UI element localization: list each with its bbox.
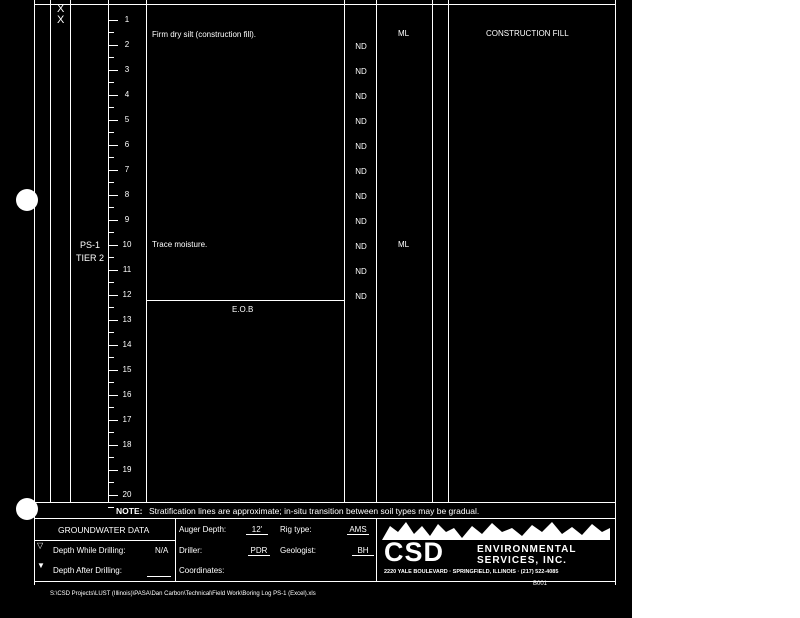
pid-reading: ND — [355, 92, 367, 101]
depth-label: 11 — [122, 265, 132, 274]
pid-reading: ND — [355, 142, 367, 151]
depth-tick — [108, 245, 118, 246]
note-bottom-line — [34, 518, 616, 519]
depth-tick — [108, 395, 118, 396]
pid-reading: ND — [355, 217, 367, 226]
depth-label: 6 — [124, 140, 130, 149]
depth-minor-tick — [108, 107, 114, 108]
pid-reading: ND — [355, 67, 367, 76]
depth-minor-tick — [108, 332, 114, 333]
note-label: NOTE: — [116, 506, 143, 516]
depth-label: 14 — [122, 340, 132, 349]
depth-minor-tick — [108, 57, 114, 58]
depth-label: 19 — [122, 465, 132, 474]
pid-reading: ND — [355, 192, 367, 201]
depth-minor-tick — [108, 157, 114, 158]
depth-label: 10 — [122, 240, 132, 249]
depth-label: 18 — [122, 440, 132, 449]
water-level-icon: ▽ — [37, 541, 44, 550]
driller-label: Driller: — [179, 546, 203, 555]
depth-label: 20 — [122, 490, 132, 499]
depth-label: 5 — [124, 115, 130, 124]
sample-tier: TIER 2 — [76, 253, 105, 263]
depth-tick — [108, 420, 118, 421]
sample-x-mark: X — [57, 14, 65, 26]
remarks-text: CONSTRUCTION FILL — [486, 29, 569, 38]
depth-label: 16 — [122, 390, 132, 399]
sample-x-mark: X — [57, 3, 65, 15]
uscs-class: ML — [398, 29, 410, 38]
logo-line2: SERVICES, INC. — [477, 555, 567, 566]
depth-label: 9 — [124, 215, 130, 224]
column-divider — [50, 0, 51, 502]
pid-reading: ND — [355, 267, 367, 276]
logo-line1: ENVIRONMENTAL — [477, 544, 577, 555]
depth-tick — [108, 495, 118, 496]
geologist-label: Geologist: — [280, 546, 317, 555]
left-border-line — [34, 0, 35, 585]
depth-minor-tick — [108, 257, 114, 258]
depth-tick — [108, 270, 118, 271]
column-divider — [448, 0, 449, 502]
rig-type-label: Rig type: — [280, 525, 312, 534]
logo-big-text: CSD — [384, 537, 445, 567]
soil-description: Trace moisture. — [152, 240, 208, 249]
depth-label: 15 — [122, 365, 132, 374]
depth-tick — [108, 45, 118, 46]
depth-label: 3 — [124, 65, 130, 74]
depth-tick — [108, 470, 118, 471]
auger-depth-label: Auger Depth: — [179, 525, 227, 534]
depth-label: 8 — [124, 190, 130, 199]
coordinates-label: Coordinates: — [179, 566, 225, 575]
column-divider — [70, 0, 71, 502]
depth-minor-tick — [108, 482, 114, 483]
end-of-boring-line — [147, 300, 344, 301]
depth-while-drilling-value: N/A — [155, 546, 169, 555]
column-divider — [376, 0, 377, 502]
pid-reading: ND — [355, 167, 367, 176]
depth-minor-tick — [108, 382, 114, 383]
rig-type-value — [347, 525, 369, 535]
note-text: Stratification lines are approximate; in-situ transition between soil types may be gradual. — [149, 506, 480, 516]
depth-minor-tick — [108, 207, 114, 208]
pid-reading: ND — [355, 42, 367, 51]
depth-tick — [108, 295, 118, 296]
depth-tick — [108, 345, 118, 346]
logo-address: 2220 YALE BOULEVARD · SPRINGFIELD, ILLINOIS · (217) 522-4085 — [384, 569, 559, 575]
auger-depth-value-text: 12' — [246, 525, 268, 535]
depth-tick — [108, 320, 118, 321]
page-stamp: B001 — [533, 581, 548, 587]
column-divider — [344, 0, 345, 502]
file-path: S:\CSD Projects\LUST (Illinois)\PASA\Dan Carbon\Technical\Field Work\Boring Log PS-1 (Excel).xls — [50, 591, 316, 597]
depth-minor-tick — [108, 407, 114, 408]
rig-type-value-text: AMS — [347, 525, 369, 535]
column-divider — [432, 0, 433, 502]
depth-tick — [108, 445, 118, 446]
soil-description: Firm dry silt (construction fill). — [152, 30, 257, 39]
depth-minor-tick — [108, 432, 114, 433]
depth-minor-tick — [108, 132, 114, 133]
geologist-value-text: BH — [352, 546, 374, 556]
depth-minor-tick — [108, 82, 114, 83]
note-top-line — [34, 502, 616, 503]
depth-minor-tick — [108, 32, 114, 33]
csd-logo — [382, 520, 610, 578]
depth-tick — [108, 370, 118, 371]
depth-tick — [108, 95, 118, 96]
depth-after-drilling-blank — [147, 576, 171, 577]
depth-minor-tick — [108, 357, 114, 358]
depth-minor-tick — [108, 507, 114, 508]
depth-column-left — [108, 0, 109, 502]
groundwater-title: GROUNDWATER DATA — [58, 525, 150, 535]
depth-minor-tick — [108, 182, 114, 183]
depth-label: 2 — [124, 40, 130, 49]
depth-tick — [108, 145, 118, 146]
depth-tick — [108, 20, 118, 21]
depth-minor-tick — [108, 232, 114, 233]
depth-label: 4 — [124, 90, 130, 99]
depth-column-right — [146, 0, 147, 502]
driller-value-text: PDR — [248, 546, 270, 556]
depth-tick — [108, 170, 118, 171]
auger-depth-value — [246, 525, 268, 535]
pid-reading: ND — [355, 117, 367, 126]
depth-label: 12 — [122, 290, 132, 299]
pid-reading: ND — [355, 242, 367, 251]
right-border-line — [615, 0, 616, 585]
depth-tick — [108, 220, 118, 221]
depth-after-drilling-label: Depth After Drilling: — [53, 566, 122, 575]
depth-label: 13 — [122, 315, 132, 324]
depth-minor-tick — [108, 457, 114, 458]
depth-tick — [108, 70, 118, 71]
groundwater-divider — [175, 518, 176, 582]
end-of-boring-label: E.O.B — [232, 305, 254, 314]
sample-id: PS-1 — [80, 240, 101, 250]
depth-tick — [108, 120, 118, 121]
depth-label: 7 — [124, 165, 130, 174]
depth-label: 17 — [122, 415, 132, 424]
top-border-line — [34, 4, 616, 5]
driller-value — [248, 546, 270, 556]
depth-while-drilling-label: Depth While Drilling: — [53, 546, 126, 555]
geologist-value — [352, 546, 374, 556]
water-level-after-icon: ▼ — [37, 561, 45, 570]
groundwater-title-line — [34, 540, 176, 541]
depth-minor-tick — [108, 307, 114, 308]
bottom-border-line — [34, 581, 616, 582]
depth-label: 1 — [124, 15, 130, 24]
depth-tick — [108, 195, 118, 196]
logo-divider — [376, 518, 377, 582]
uscs-class: ML — [398, 240, 410, 249]
pid-reading: ND — [355, 292, 367, 301]
depth-minor-tick — [108, 282, 114, 283]
